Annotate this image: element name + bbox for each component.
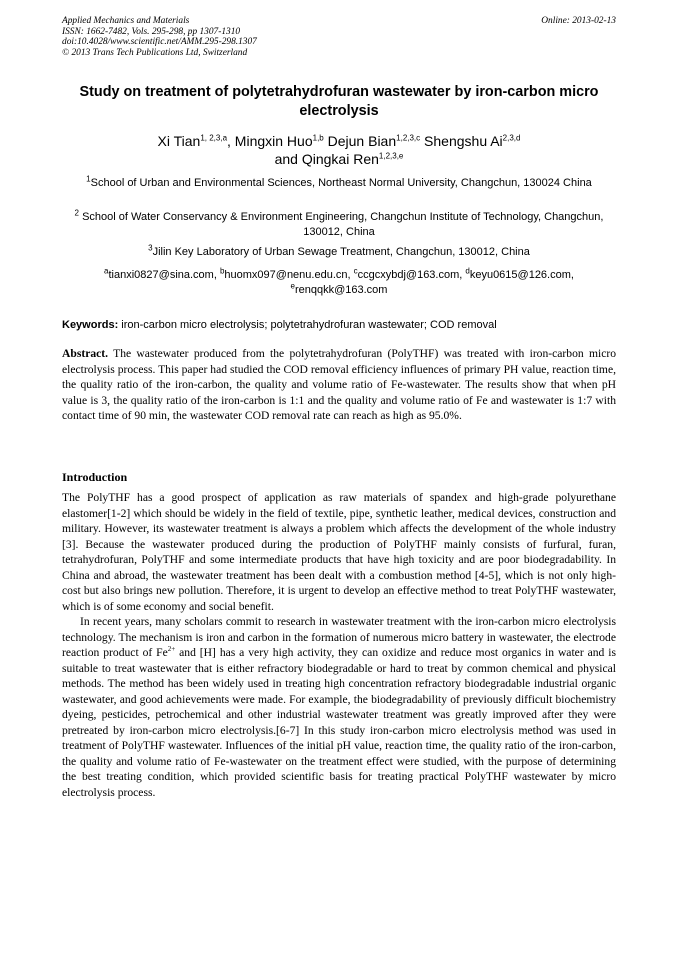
journal-name: Applied Mechanics and Materials [62,16,190,26]
paragraph-text: and [H] has a very high activity, they can oxidize and reduce most organics in water and is suitable to treat wastewater that is either refractory biodegradable or hard to treat by common chemical and physical methods. The method has been widely used in treating high concentration refractory biodegradable industrial organic wastewater, and good achievements were made. For example, the biodegradability of previously difficult biochemistry dyeing, pesticides, petrochemical and other industrial wastewater treatment was greatly improved after they were pretreated by iron-carbon micro electrolysis.[6-7] In this study iron-carbon micro electrolysis method was used in treatment of PolyTHF wastewater. Influences of the initial pH value, reaction time, the quality ratio of the iron-carbon, the quality and volume ratio of Fe-wastewater on the treatment effect were studied, with the purpose of determining the best treating condition, which provided scientific basis for treating practical PolyTHF wastewater by micro electrolysis process. [62,646,616,799]
affiliation [62,245,616,260]
superscript: 2+ [167,645,176,654]
keywords-text: iron-carbon micro electrolysis; polytetrahydrofuran wastewater; COD removal [118,319,497,331]
email-link[interactable]: keyu0615@126.com, [469,269,574,281]
author-name: Mingxin Huo [234,133,313,149]
affiliation-marker: 2 [74,208,79,218]
copyright-line: © 2013 Trans Tech Publications Ltd, Switzerland [62,47,248,58]
author-name: and Qingkai Ren [274,151,379,167]
keywords [62,318,616,332]
author-list: Xi Tian$^{1, 2,3,a}$, Mingxin Huo$^{1,b}$ Dejun Bian$^{1,2,3,c}$ Shengshu Ai$^{2,3,d}$ and Qingkai Ren$^{1,2,3,e}$ [157,133,521,167]
email-list [62,268,616,297]
email-marker: a [104,266,109,276]
paper-title: Study on treatment of polytetrahydrofuran wastewater by iron-carbon micro electrolysis [79,84,599,119]
abstract-text: The wastewater produced from the polytetrahydrofuran (PolyTHF) was treated with iron-carbon micro electrolysis process. This paper had studied the COD removal efficiency influences of primary PH value, reaction time, the quality ratio of the iron-carbon, the quality and volume ratio of Fe-wastewater. The results show that when pH value is 3, the quality ratio of the iron-carbon is 1:1 and the quality and volume ratio of Fe and wastewater is 1:7 with contact time of 90 min, the wastewater COD removal rate can reach as high as 95.0%. [62,347,616,422]
author-affil-marker: 2,3,d [502,133,521,143]
affiliation-marker: 3 [148,243,153,253]
affiliation-text: Jilin Key Laboratory of Urban Sewage Treatment, Changchun, 130012, China [152,246,530,258]
affiliation [62,176,616,191]
abstract [62,346,616,424]
author-name: Shengshu Ai [424,133,503,149]
author-affil-marker: 1,2,3,e [378,151,404,161]
paragraph: The PolyTHF has a good prospect of application as raw materials of spandex and high-grade polyurethane elastomer[1-2] which should be widely in the field of textile, pipe, synthetic leather, medical devices, construction and military. However, its wastewater treatment is always a problem which affects the development of the whole industry [3]. Because the wastewater produced during the production of PolyTHF mainly consists of furfural, furan, tetrahydrofuran, PolyTHF and some intermediate products that have high toxicity and are poor biodegradability. In China and abroad, the wastewater treatment has been dealt with a combustion method [4-5], which is not only high-cost but also brings new pollution. Therefore, it is urgent to develop an effective method to treat PolyTHF wastewater, which is of some economy and social benefit. [62,491,616,613]
author-affil-marker: 1,2,3,c [396,133,421,143]
journal-header [62,16,616,58]
email-link[interactable]: ccgcxybdj@163.com, [357,269,466,281]
affiliation [62,210,616,239]
keywords-label: Keywords: [62,319,119,331]
email-marker: c [353,266,358,276]
introduction-body [62,490,616,800]
issn-line: ISSN: 1662-7482, Vols. 295-298, pp 1307-1310 [62,26,241,37]
abstract-label: Abstract. [62,347,109,360]
paragraph [62,614,616,800]
email-marker: e [290,280,295,290]
author-name: Xi Tian [157,133,201,149]
section-heading-introduction: Introduction [62,470,128,484]
affiliation-text: School of Water Conservancy & Environment Engineering, Changchun Institute of Technology, Changchun, 130012, China [82,211,604,238]
email-link[interactable]: huomx097@nenu.edu.cn, [224,269,354,281]
email-marker: d [465,266,470,276]
author-name: Dejun Bian [327,133,397,149]
author-affil-marker: 1, 2,3,a [200,133,228,143]
email-marker: b [219,266,225,276]
online-date: Online: 2013-02-13 [541,16,616,26]
email-link[interactable]: tianxi0827@sina.com, [108,269,220,281]
affiliation-marker: 1 [86,174,91,184]
author-affil-marker: 1,b [312,133,324,143]
email-link[interactable]: renqqkk@163.com [294,283,388,296]
affiliation-text: School of Urban and Environmental Sciences, Northeast Normal University, Changchun, 130024 China [90,177,592,189]
doi-line: doi:10.4028/www.scientific.net/AMM.295-298.1307 [62,37,257,48]
paragraph-text: In recent years, many scholars commit to research in wastewater treatment with the iron-carbon micro electrolysis technology. The mechanism is iron and carbon in the formation of numerous micro battery in wastewater, the electrode reaction product of Fe [62,615,616,659]
